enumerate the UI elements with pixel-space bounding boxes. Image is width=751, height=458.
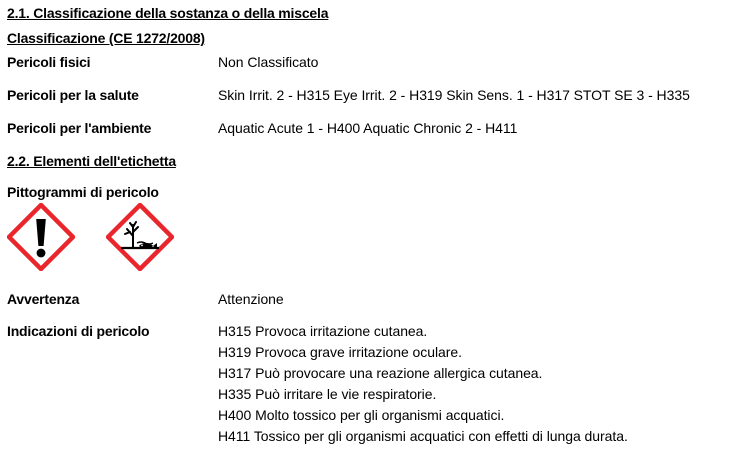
hazard-statement-item: H335 Può irritare le vie respiratorie. (218, 386, 437, 402)
hazard-statement-item: H411 Tossico per gli organismi acquatici con effetti di lunga durata. (218, 428, 628, 444)
exclamation-mark-icon (7, 203, 75, 271)
pictograms-label: Pittogrammi di pericolo (7, 184, 159, 200)
hazard-statement-item: H317 Può provocare una reazione allergica cutanea. (218, 365, 543, 381)
physical-hazards-value: Non Classificato (218, 54, 319, 70)
signal-word-label: Avvertenza (7, 291, 80, 307)
health-hazards-value: Skin Irrit. 2 - H315 Eye Irrit. 2 - H319 Skin Sens. 1 - H317 STOT SE 3 - H335 (218, 87, 690, 103)
environment-hazards-value: Aquatic Acute 1 - H400 Aquatic Chronic 2 - H411 (218, 120, 518, 136)
classification-subtitle: Classificazione (CE 1272/2008) (7, 30, 205, 46)
hazard-statements-label: Indicazioni di pericolo (7, 323, 150, 339)
hazard-statement-item: H315 Provoca irritazione cutanea. (218, 323, 428, 339)
hazard-statement-item: H400 Molto tossico per gli organismi acquatici. (218, 407, 505, 423)
hazard-statement-item: H319 Provoca grave irritazione oculare. (218, 344, 462, 360)
hazard-statements-list (218, 321, 628, 447)
section-2-2-title: 2.2. Elementi dell'etichetta (7, 153, 176, 169)
health-hazards-label: Pericoli per la salute (7, 87, 139, 103)
signal-word-value: Attenzione (218, 291, 284, 307)
environment-hazards-label: Pericoli per l'ambiente (7, 120, 152, 136)
section-2-1-title: 2.1. Classificazione della sostanza o della miscela (7, 5, 329, 21)
physical-hazards-label: Pericoli fisici (7, 54, 91, 70)
environment-hazard-icon (106, 203, 174, 271)
